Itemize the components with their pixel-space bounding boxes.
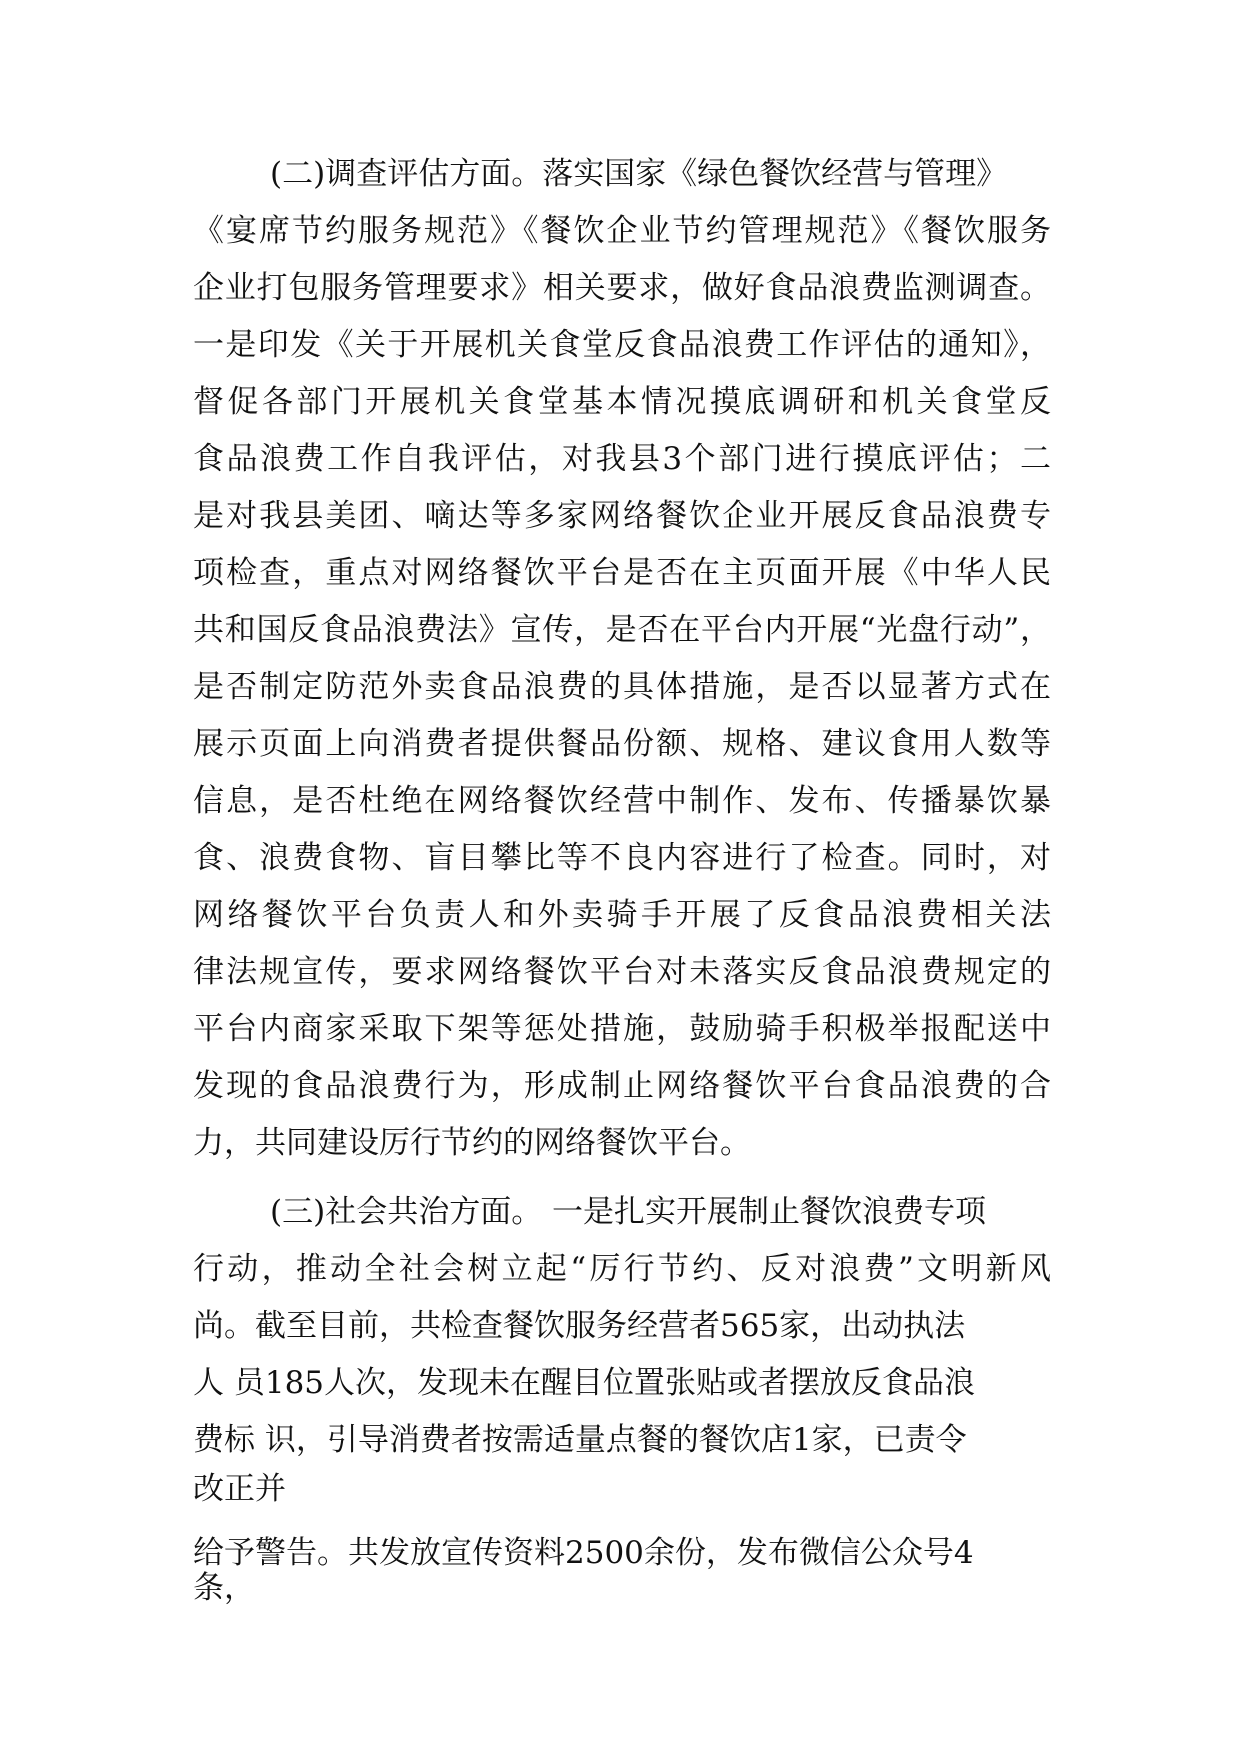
paragraph-3-line-3: 尚。截至目前，共检查餐饮服务经营者565家，出动执法 [193,1308,966,1344]
paragraph-2-line-3: 企业打包服务管理要求》相关要求，做好食品浪费监测调查。 [193,270,1051,306]
paragraph-2-line-8: 项检查，重点对网络餐饮平台是否在主页面开展《中华人民 [193,555,1051,591]
paragraph-3-line-2: 行动，推动全社会树立起“厉行节约、反对浪费”文明新风 [193,1251,1051,1287]
paragraph-2-line-11: 展示页面上向消费者提供餐品份额、规格、建议食用人数等 [193,726,1051,762]
paragraph-2-line-2: 《宴席节约服务规范》《餐饮企业节约管理规范》《餐饮服务 [193,213,1051,249]
paragraph-2-line-17: 发现的食品浪费行为，形成制止网络餐饮平台食品浪费的合 [193,1068,1051,1104]
paragraph-2-line-10: 是否制定防范外卖食品浪费的具体措施，是否以显著方式在 [193,669,1051,705]
paragraph-3-line-1: (三)社会共治方面。 一是扎实开展制止餐饮浪费专项 [270,1194,987,1230]
paragraph-2-line-16: 平台内商家采取下架等惩处措施，鼓励骑手积极举报配送中 [193,1011,1051,1047]
paragraph-3-line-8: 条， [193,1570,255,1606]
paragraph-2-line-1: (二)调查评估方面。落实国家《绿色餐饮经营与管理》 [270,156,1008,192]
paragraph-3-line-5: 费标 识，引导消费者按需适量点餐的餐饮店1家，已责令 [193,1422,967,1458]
paragraph-2-line-13: 食、浪费食物、盲目攀比等不良内容进行了检查。同时，对 [193,840,1051,876]
paragraph-2-line-5: 督促各部门开展机关食堂基本情况摸底调研和机关食堂反 [193,384,1051,420]
paragraph-2-line-15: 律法规宣传，要求网络餐饮平台对未落实反食品浪费规定的 [193,954,1051,990]
paragraph-2-line-9: 共和国反食品浪费法》宣传，是否在平台内开展“光盘行动”， [193,612,1051,648]
paragraph-3-line-4: 人 员185人次，发现未在醒目位置张贴或者摆放反食品浪 [193,1365,976,1401]
paragraph-2-line-4: 一是印发《关于开展机关食堂反食品浪费工作评估的通知》， [193,327,1051,363]
paragraph-3-line-6: 改正并 [193,1471,286,1507]
paragraph-3-line-7: 给予警告。共发放宣传资料2500余份，发布微信公众号4 [193,1535,974,1571]
paragraph-2-line-7: 是对我县美团、嘀达等多家网络餐饮企业开展反食品浪费专 [193,498,1051,534]
paragraph-2-line-14: 网络餐饮平台负责人和外卖骑手开展了反食品浪费相关法 [193,897,1051,933]
paragraph-2-line-6: 食品浪费工作自我评估，对我县3个部门进行摸底评估；二 [193,441,1051,477]
paragraph-2-line-12: 信息，是否杜绝在网络餐饮经营中制作、发布、传播暴饮暴 [193,783,1051,819]
paragraph-2-line-18: 力，共同建设厉行节约的网络餐饮平台。 [193,1125,751,1161]
